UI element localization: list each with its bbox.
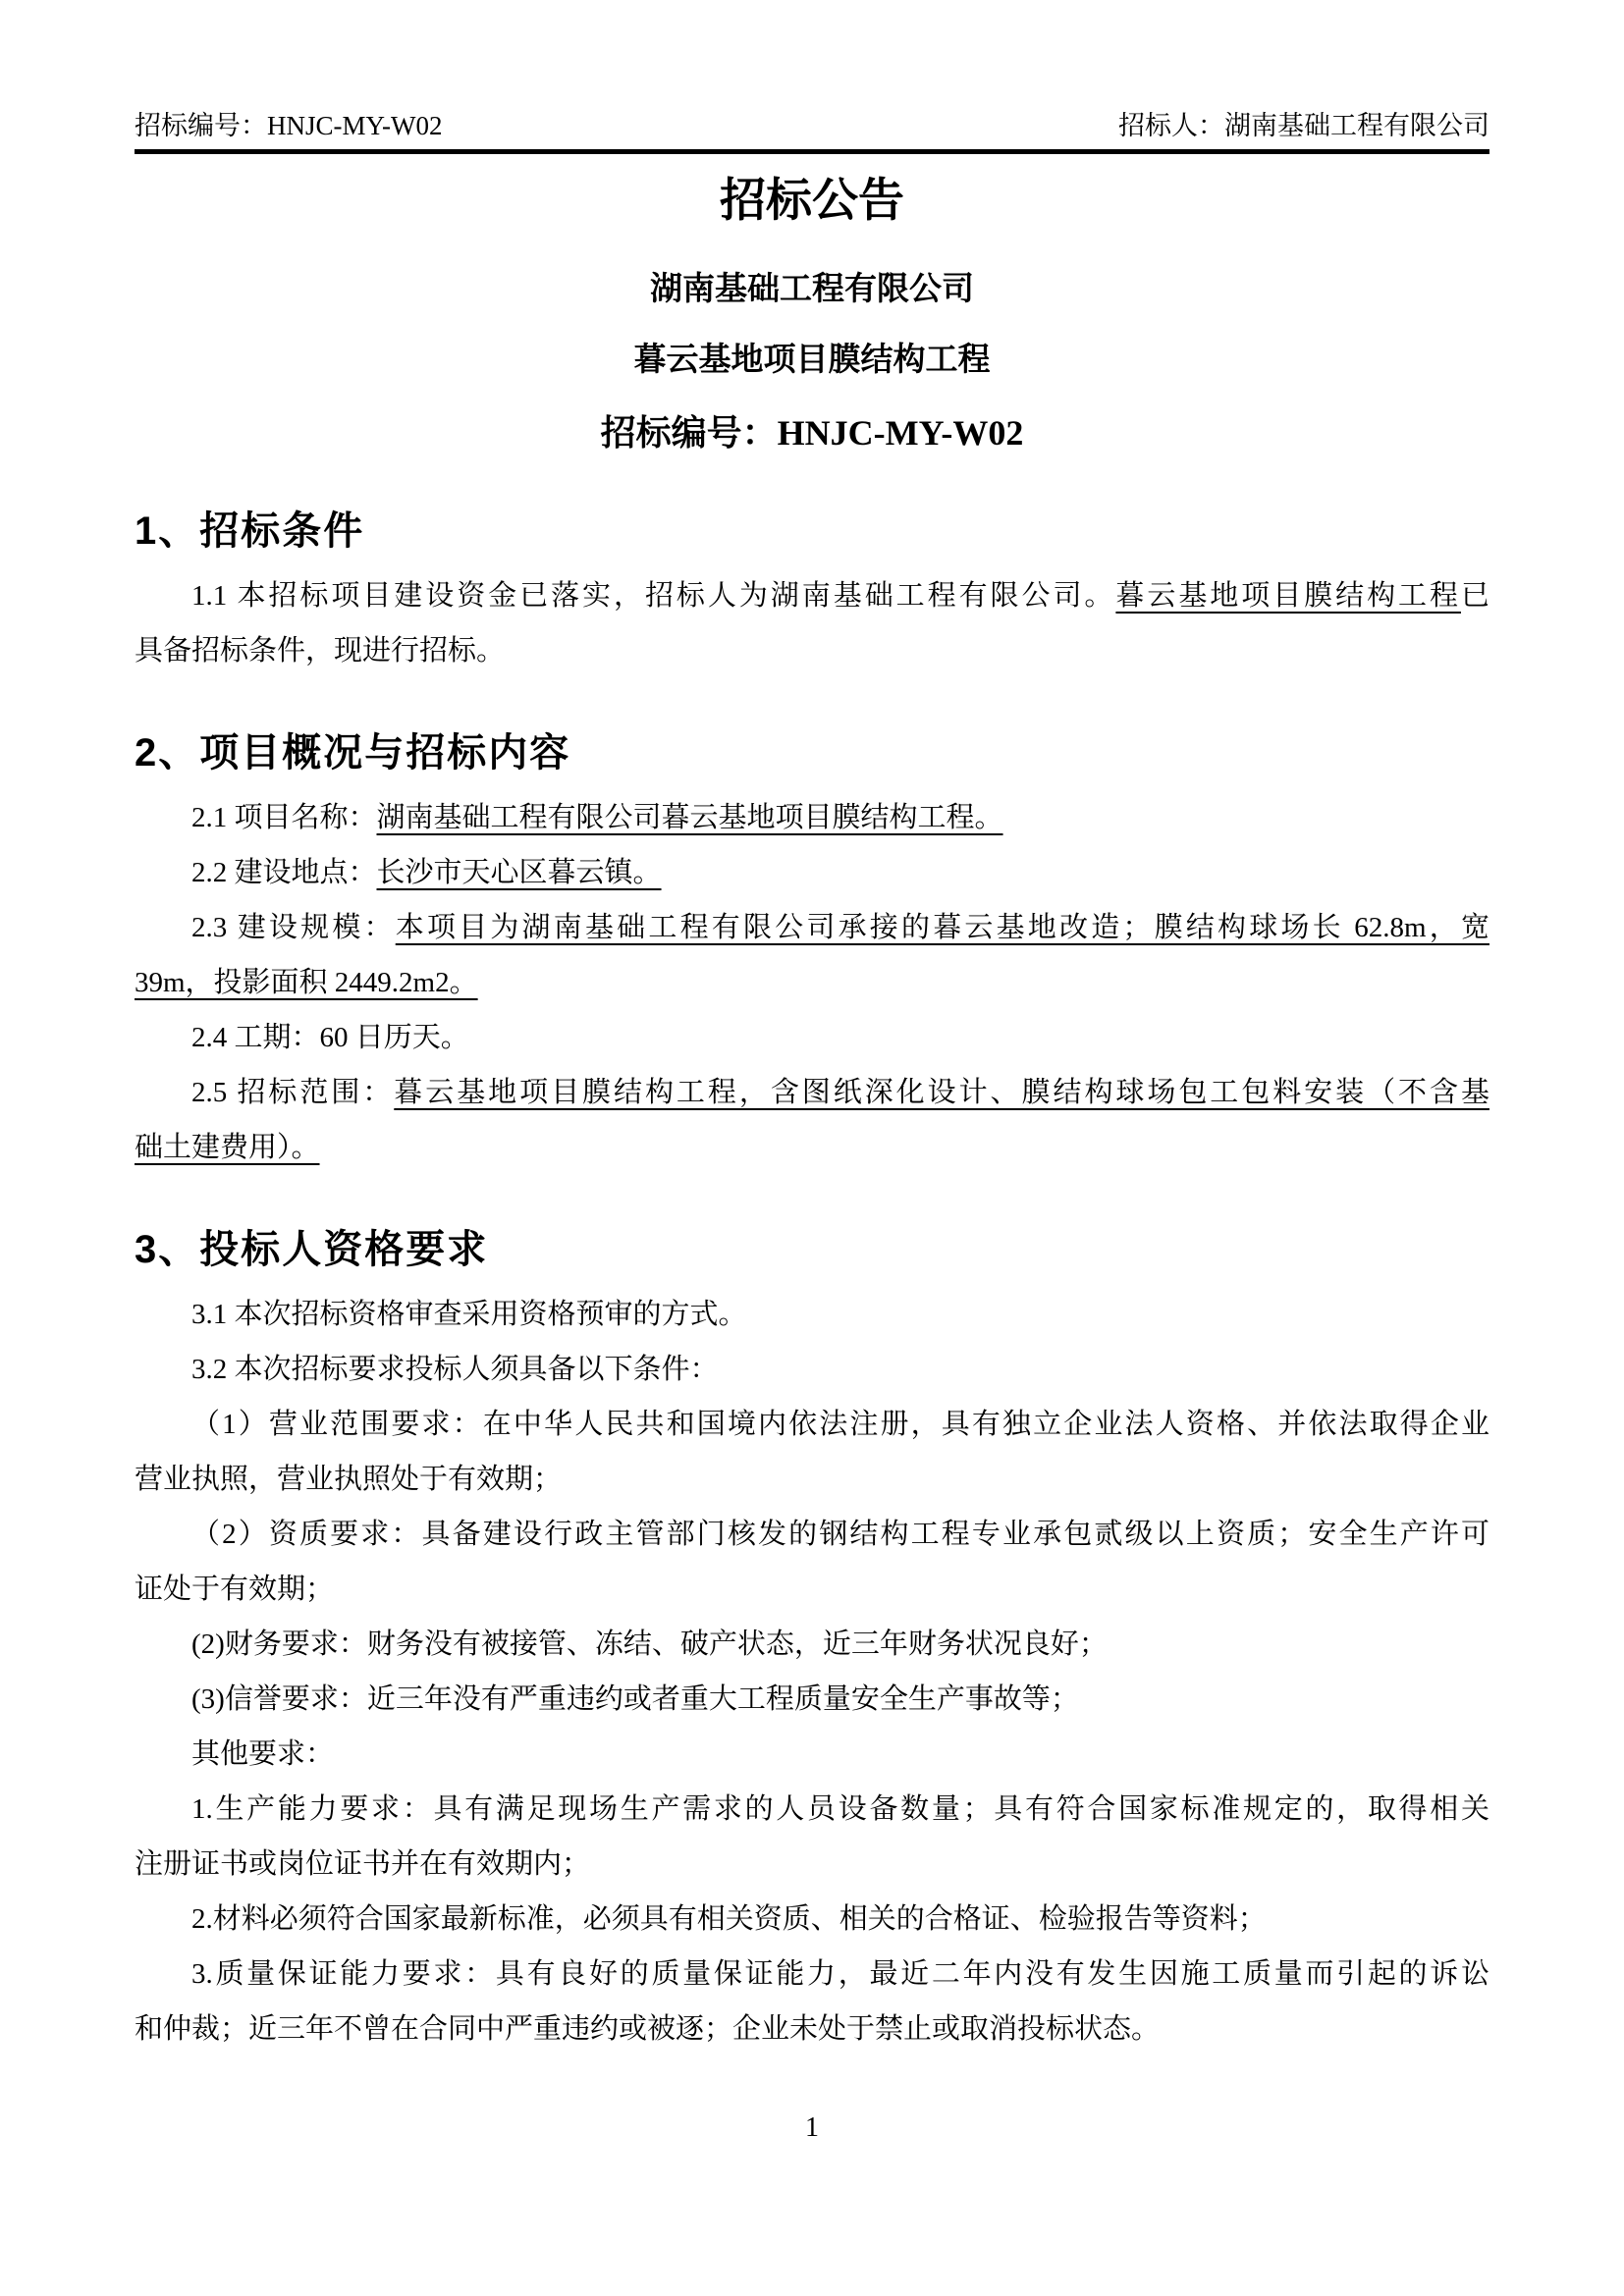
body-line [135,1837,1489,1892]
text-segment: 营业执照，营业执照处于有效期； [135,1464,563,1495]
paragraph [135,845,1489,900]
text-segment: 1.生产能力要求：具有满足现场生产需求的人员设备数量；具有符合国家标准规定的，取得相关 [191,1793,1489,1825]
text-segment: (3)信誉要求：近三年没有严重违约或者重大工程质量安全生产事故等； [191,1683,1079,1715]
paragraph [135,1010,1489,1065]
paragraph [135,1892,1489,1947]
paragraph [135,1065,1489,1175]
subtitle-company: 湖南基础工程有限公司 [650,272,974,307]
text-segment: 具备招标条件，现进行招标。 [135,635,506,667]
section-heading: 1、招标条件 [135,509,365,553]
text-segment: 2.5 招标范围： [191,1077,395,1108]
text-segment: 其他要求： [191,1738,335,1770]
body-line [135,1892,1489,1947]
text-segment: 注册证书或岗位证书并在有效期内； [135,1848,591,1880]
page-number: 1 [805,2112,819,2143]
body-line [135,1010,1489,1065]
body-line [135,1120,1489,1175]
paragraph [135,1782,1489,1892]
header-tender-number: 招标编号：HNJC-MY-W02 [135,111,443,140]
body-line [135,1727,1489,1782]
header-tenderer: 招标人：湖南基础工程有限公司 [1118,111,1489,140]
body-line [135,1397,1489,1452]
text-segment: 证处于有效期； [135,1574,335,1605]
underlined-text: 39m，投影面积 2449.2m2。 [135,967,478,998]
body-line [135,1452,1489,1507]
body-line [135,1065,1489,1120]
body-line [135,1672,1489,1727]
text-segment: 2.3 建设规模： [191,912,396,943]
subtitle-project: 暮云基地项目膜结构工程 [633,343,991,378]
paragraph [135,1672,1489,1727]
text-segment: 2.材料必须符合国家最新标准，必须具有相关资质、相关的合格证、检验报告等资料； [191,1903,1267,1935]
text-segment: 和仲裁；近三年不曾在合同中严重违约或被逐；企业未处于禁止或取消投标状态。 [135,2013,1161,2045]
text-segment: (2)财务要求：财务没有被接管、冻结、破产状态，近三年财务状况良好； [191,1629,1108,1660]
body-line [135,1507,1489,1562]
paragraph [135,1342,1489,1397]
body-line [135,900,1489,955]
document-title: 招标公告 [720,174,904,226]
text-segment: （1）营业范围要求：在中华人民共和国境内依法注册，具有独立企业法人资格、并依法取得企业 [191,1409,1489,1440]
body-line [135,1617,1489,1672]
underlined-text: 暮云基地项目膜结构工程 [1115,580,1461,612]
underlined-text: 暮云基地项目膜结构工程，含图纸深化设计、膜结构球场包工包料安装（不含基 [394,1077,1489,1108]
section-heading: 2、项目概况与招标内容 [135,731,571,774]
body-line [135,1947,1489,2002]
text-segment: 3.1 本次招标资格审查采用资格预审的方式。 [191,1299,747,1330]
paragraph [135,1397,1489,1507]
text-segment: 2.1 项目名称： [191,802,377,833]
text-segment: 已 [1460,580,1489,612]
text-segment: 2.4 工期：60 日历天。 [191,1022,469,1053]
text-segment: 1.1 本招标项目建设资金已落实，招标人为湖南基础工程有限公司。 [191,580,1116,612]
underlined-text: 湖南基础工程有限公司暮云基地项目膜结构工程。 [376,802,1003,833]
text-segment: 2.2 建设地点： [191,857,377,888]
body-line [135,1562,1489,1617]
paragraph [135,1507,1489,1617]
underlined-text: 长沙市天心区暮云镇。 [376,857,662,888]
underlined-text: 础土建费用）。 [135,1132,320,1163]
body-line [135,1782,1489,1837]
paragraph [135,1287,1489,1342]
body-line [135,955,1489,1010]
text-segment: 3.质量保证能力要求：具有良好的质量保证能力，最近二年内没有发生因施工质量而引起的诉讼 [191,1958,1489,1990]
text-segment: （2）资质要求：具备建设行政主管部门核发的钢结构工程专业承包贰级以上资质；安全生产许可 [191,1519,1489,1550]
body-line [135,2002,1489,2056]
paragraph [135,1727,1489,1782]
text-segment: 3.2 本次招标要求投标人须具备以下条件： [191,1354,719,1385]
body-line [135,1342,1489,1397]
paragraph [135,1617,1489,1672]
document-body [135,506,1489,2056]
subtitle-tender-number: 招标编号：HNJC-MY-W02 [600,413,1024,453]
underlined-text: 本项目为湖南基础工程有限公司承接的暮云基地改造；膜结构球场长 62.8m，宽 [395,912,1489,943]
paragraph [135,790,1489,845]
paragraph [135,900,1489,1010]
body-line [135,623,1489,678]
body-line [135,790,1489,845]
page-header [135,108,1489,154]
body-line [135,568,1489,623]
paragraph [135,568,1489,678]
body-line [135,1287,1489,1342]
paragraph [135,1947,1489,2056]
body-line [135,845,1489,900]
section-heading: 3、投标人资格要求 [135,1228,489,1271]
